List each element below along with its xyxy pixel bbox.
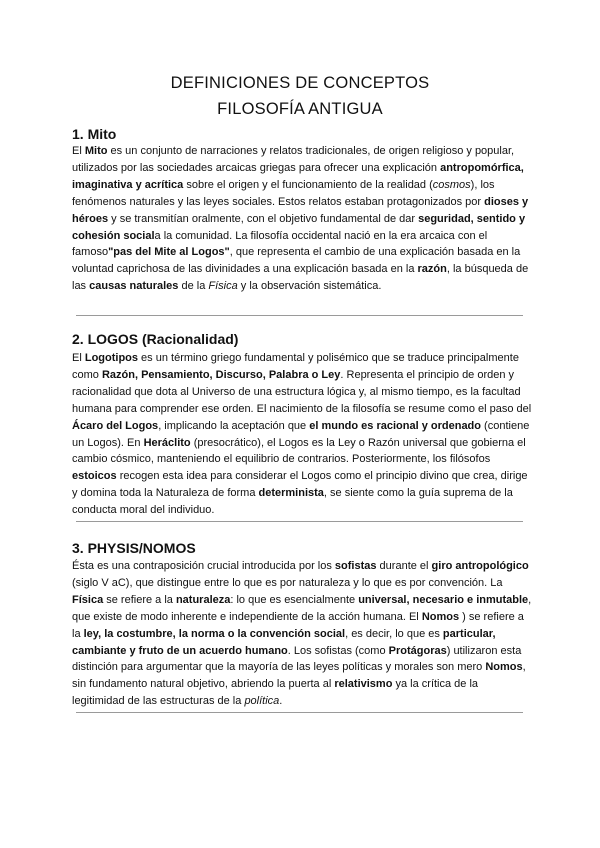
- text-run: , implicando la aceptación que: [158, 419, 310, 432]
- text-run: (siglo V aC), que distingue entre lo que es por naturaleza y lo que es por convención. La: [72, 576, 503, 589]
- bold-term: Nomos: [485, 661, 523, 674]
- bold-term: "pas del Mite al Logos": [108, 246, 230, 259]
- section-heading-physis-nomos: 3. PHYSIS/NOMOS: [72, 540, 196, 556]
- bold-term: sofistas: [334, 560, 377, 572]
- section-divider: [76, 315, 523, 316]
- text-run: es un término griego fundamental y polisémico que se traduce principalmente como: [72, 352, 519, 381]
- text-run: Ésta es una contraposición crucial introducida por los: [72, 560, 335, 572]
- text-run: se refiere a la: [103, 593, 176, 606]
- text-run: (contiene un Logos). En: [72, 419, 530, 449]
- bold-term: seguridad, sentido y cohesión social: [72, 212, 526, 242]
- bold-term: Ácaro del Logos: [72, 419, 159, 432]
- text-run: ) se refiere a la: [72, 610, 524, 640]
- text-run: ) utilizaron esta distinción para argumentar que la mayoría de las leyes políticas y morales son mero: [72, 644, 522, 674]
- text-run: a la comunidad. La filosofía occidental nació en la era arcaica con el famoso: [72, 229, 488, 259]
- document-title: DEFINICIONES DE CONCEPTOS: [170, 74, 430, 92]
- bold-term: universal, necesario e inmutable: [358, 593, 529, 606]
- text-run: .: [279, 695, 283, 708]
- text-run: , la búsqueda de las: [72, 263, 529, 293]
- bold-term: estoicos: [72, 470, 117, 483]
- text-run: El: [72, 352, 85, 364]
- bold-term: Mito: [84, 145, 108, 157]
- text-run: ya la crítica de la legitimidad de las estructuras de la: [72, 678, 479, 708]
- bold-term: Física: [72, 593, 104, 606]
- text-run: , se siente como la guía suprema de la conducta moral del individuo.: [72, 487, 513, 517]
- bold-term: dioses y héroes: [72, 195, 529, 225]
- bold-term: determinista: [258, 487, 324, 500]
- text-run: de la: [178, 280, 209, 293]
- bold-term: razón: [417, 263, 447, 276]
- text-run: : lo que es esencialmente: [230, 593, 359, 606]
- text-run: y se transmitían oralmente, con el objetivo fundamental de dar: [108, 212, 419, 225]
- italic-term: política: [244, 695, 280, 708]
- bold-term: antropomórfica, imaginativa y acrítica: [72, 161, 524, 191]
- text-run: es un conjunto de narraciones y relatos tradicionales, de origen religioso y popular, utilizados por las sociedades arcaicas griegas para ofrecer una explicación: [72, 145, 515, 174]
- section-heading-mito: 1. Mito: [72, 126, 117, 142]
- text-run: . Representa el principio de orden y racionalidad que dota al Universo de una estructura lógica y, al mismo tiempo, es la facultad humana para comprender ese orden. El nacimiento de la filosofía se resume como el paso del: [72, 368, 532, 415]
- text-run: , que existe de modo inherente e independiente de la acción humana. El: [72, 593, 532, 623]
- italic-term: Física: [208, 280, 238, 293]
- bold-term: ley, la costumbre, la norma o la convención social: [83, 627, 346, 640]
- section-paragraph-mito: [72, 143, 532, 295]
- document-subtitle: FILOSOFÍA ANTIGUA: [217, 100, 383, 118]
- section-divider: [76, 521, 523, 522]
- bold-term: giro antropológico: [431, 560, 529, 572]
- text-run: sobre el origen y el funcionamiento de la realidad (: [183, 178, 433, 191]
- text-run: , que representa el cambio de una explicación basada en la voluntad caprichosa de las divinidades a una explicación basada en la: [72, 246, 521, 276]
- text-run: . Los sofistas (como: [287, 644, 389, 657]
- section-heading-logos: 2. LOGOS (Racionalidad): [72, 331, 239, 347]
- section-divider: [76, 712, 523, 713]
- italic-term: cosmos: [432, 178, 471, 191]
- section-paragraph-logos: [72, 350, 532, 519]
- text-run: , es decir, lo que es: [345, 627, 443, 640]
- bold-term: causas naturales: [89, 280, 179, 293]
- bold-term: naturaleza: [175, 593, 231, 606]
- bold-term: Logotipos: [84, 352, 138, 364]
- bold-term: Heráclito: [143, 436, 191, 449]
- section-paragraph-physis-nomos: [72, 558, 532, 710]
- bold-term: particular, cambiante y fruto de un acuerdo humano: [72, 627, 496, 657]
- text-run: , sin fundamento natural objetivo, abriendo la puerta al: [72, 661, 526, 691]
- text-run: recogen esta idea para considerar el Logos como el principio divino que crea, dirige y domina toda la Naturaleza de forma: [72, 470, 528, 500]
- bold-term: Protágoras: [388, 644, 447, 657]
- text-run: El: [72, 145, 85, 157]
- text-run: durante el: [376, 560, 432, 572]
- text-run: (presocrático), el Logos es la Ley o Razón universal que gobierna el cambio cósmico, manteniendo el equilibrio de contrarios. Posteriormente, los filósofos: [72, 436, 526, 466]
- bold-term: el mundo es racional y ordenado: [309, 419, 481, 432]
- bold-term: Razón, Pensamiento, Discurso, Palabra o Ley: [101, 368, 341, 381]
- bold-term: relativismo: [334, 678, 393, 691]
- text-run: ), los fenómenos naturales y las leyes sociales. Estos relatos estaban protagonizados por: [72, 178, 495, 208]
- bold-term: Nomos: [421, 610, 460, 623]
- text-run: y la observación sistemática.: [237, 280, 382, 293]
